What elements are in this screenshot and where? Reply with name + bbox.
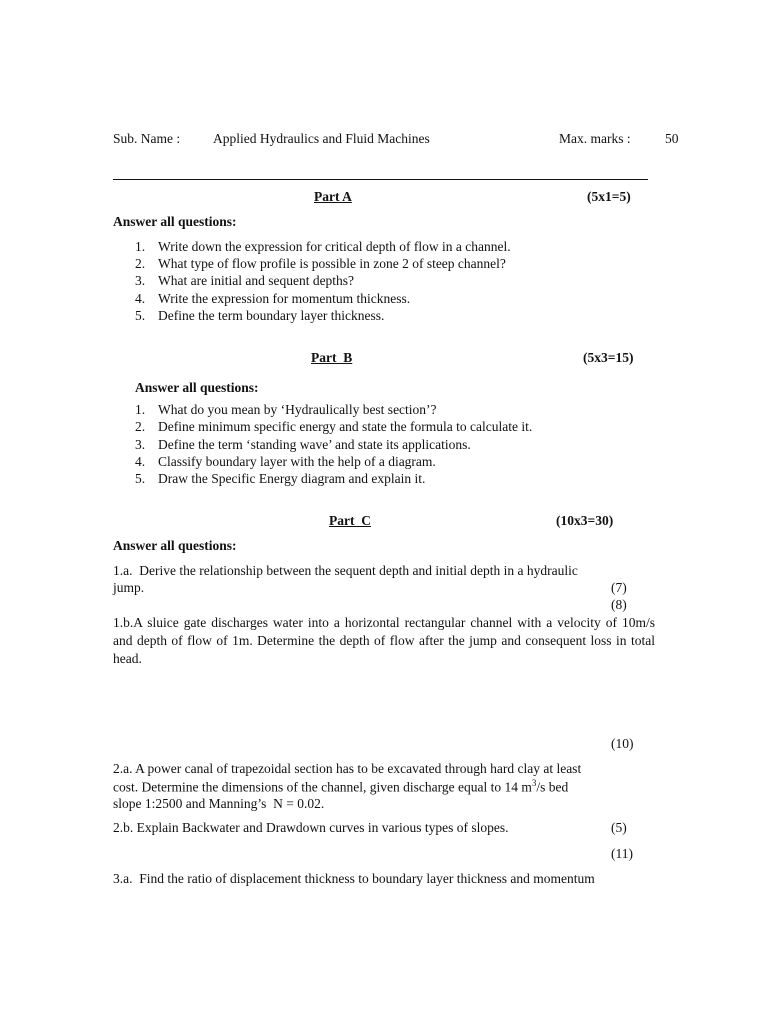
- question-2a-line2-unit: /s bed: [536, 779, 569, 795]
- question-text: Write down the expression for critical depth of flow in a channel.: [158, 239, 511, 254]
- list-item: [135, 256, 506, 272]
- superscript-3: 3: [531, 778, 537, 788]
- subject-label: Sub. Name :: [113, 131, 181, 146]
- question-1a-marks: (7): [611, 580, 627, 595]
- part-c-marks: (10x3=30): [556, 513, 614, 528]
- part-c-title: Part C: [329, 513, 371, 528]
- question-text: Classify boundary layer with the help of a diagram.: [158, 454, 436, 469]
- part-a-instruction: Answer all questions:: [113, 214, 237, 229]
- question-number: 4.: [135, 454, 146, 469]
- question-text: What are initial and sequent depths?: [158, 273, 355, 288]
- question-number: 1.: [135, 239, 146, 254]
- question-text: Define the term boundary layer thickness.: [158, 308, 385, 323]
- part-b-title: Part B: [311, 350, 353, 365]
- question-text: What do you mean by ‘Hydraulically best section’?: [158, 402, 437, 417]
- question-2a-line2-text: cost. Determine the dimensions of the channel, given discharge equal to 14 m: [113, 779, 532, 795]
- question-1a-line1: 1.a. Derive the relationship between the sequent depth and initial depth in a hydraulic: [113, 563, 578, 578]
- list-item: [135, 419, 532, 435]
- question-2a-line2: [113, 778, 568, 796]
- question-text: Define minimum specific energy and state the formula to calculate it.: [158, 419, 533, 434]
- question-text: What type of flow profile is possible in zone 2 of steep channel?: [158, 256, 506, 271]
- question-2b-marks: (5): [611, 820, 627, 835]
- question-1b-text: 1.b.A sluice gate discharges water into a horizontal rectangular channel with a velocity of 10m/s and depth of flow of 1m. Determine the depth of flow after the jump and consequent loss in total head.: [113, 615, 655, 666]
- question-3a-marks: (11): [611, 846, 633, 861]
- question-2a-marks: (10): [611, 736, 634, 751]
- question-1a-line2: jump.: [113, 580, 145, 595]
- part-a-marks: (5x1=5): [587, 189, 631, 204]
- question-number: 4.: [135, 291, 146, 306]
- part-c-instruction: Answer all questions:: [113, 538, 237, 553]
- question-2a-line3: slope 1:2500 and Manning’s N = 0.02.: [113, 796, 325, 811]
- question-number: 5.: [135, 471, 146, 486]
- question-number: 5.: [135, 308, 146, 323]
- list-item: [135, 471, 425, 487]
- question-3a-line1: 3.a. Find the ratio of displacement thickness to boundary layer thickness and momentum: [113, 871, 595, 886]
- question-1b-marks: (8): [611, 597, 627, 612]
- question-number: 2.: [135, 419, 146, 434]
- max-marks-value: 50: [665, 131, 679, 146]
- part-b-instruction: Answer all questions:: [135, 380, 259, 395]
- question-number: 3.: [135, 273, 146, 288]
- max-marks-label: Max. marks :: [559, 131, 631, 146]
- question-2a-line1: 2.a. A power canal of trapezoidal section has to be excavated through hard clay at least: [113, 761, 582, 776]
- header-divider: [113, 179, 648, 180]
- question-2b-text: 2.b. Explain Backwater and Drawdown curves in various types of slopes.: [113, 820, 509, 835]
- list-item: [135, 402, 437, 418]
- list-item: [135, 273, 354, 289]
- list-item: [135, 454, 436, 470]
- part-a-title: Part A: [314, 189, 352, 204]
- subject-name: Applied Hydraulics and Fluid Machines: [213, 131, 430, 146]
- question-text: Draw the Specific Energy diagram and explain it.: [158, 471, 426, 486]
- question-text: Write the expression for momentum thickness.: [158, 291, 411, 306]
- list-item: [135, 308, 384, 324]
- question-number: 3.: [135, 437, 146, 452]
- list-item: [135, 291, 410, 307]
- question-number: 1.: [135, 402, 146, 417]
- list-item: [135, 239, 511, 255]
- part-b-marks: (5x3=15): [583, 350, 634, 365]
- question-number: 2.: [135, 256, 146, 271]
- list-item: [135, 437, 471, 453]
- question-text: Define the term ‘standing wave’ and state its applications.: [158, 437, 471, 452]
